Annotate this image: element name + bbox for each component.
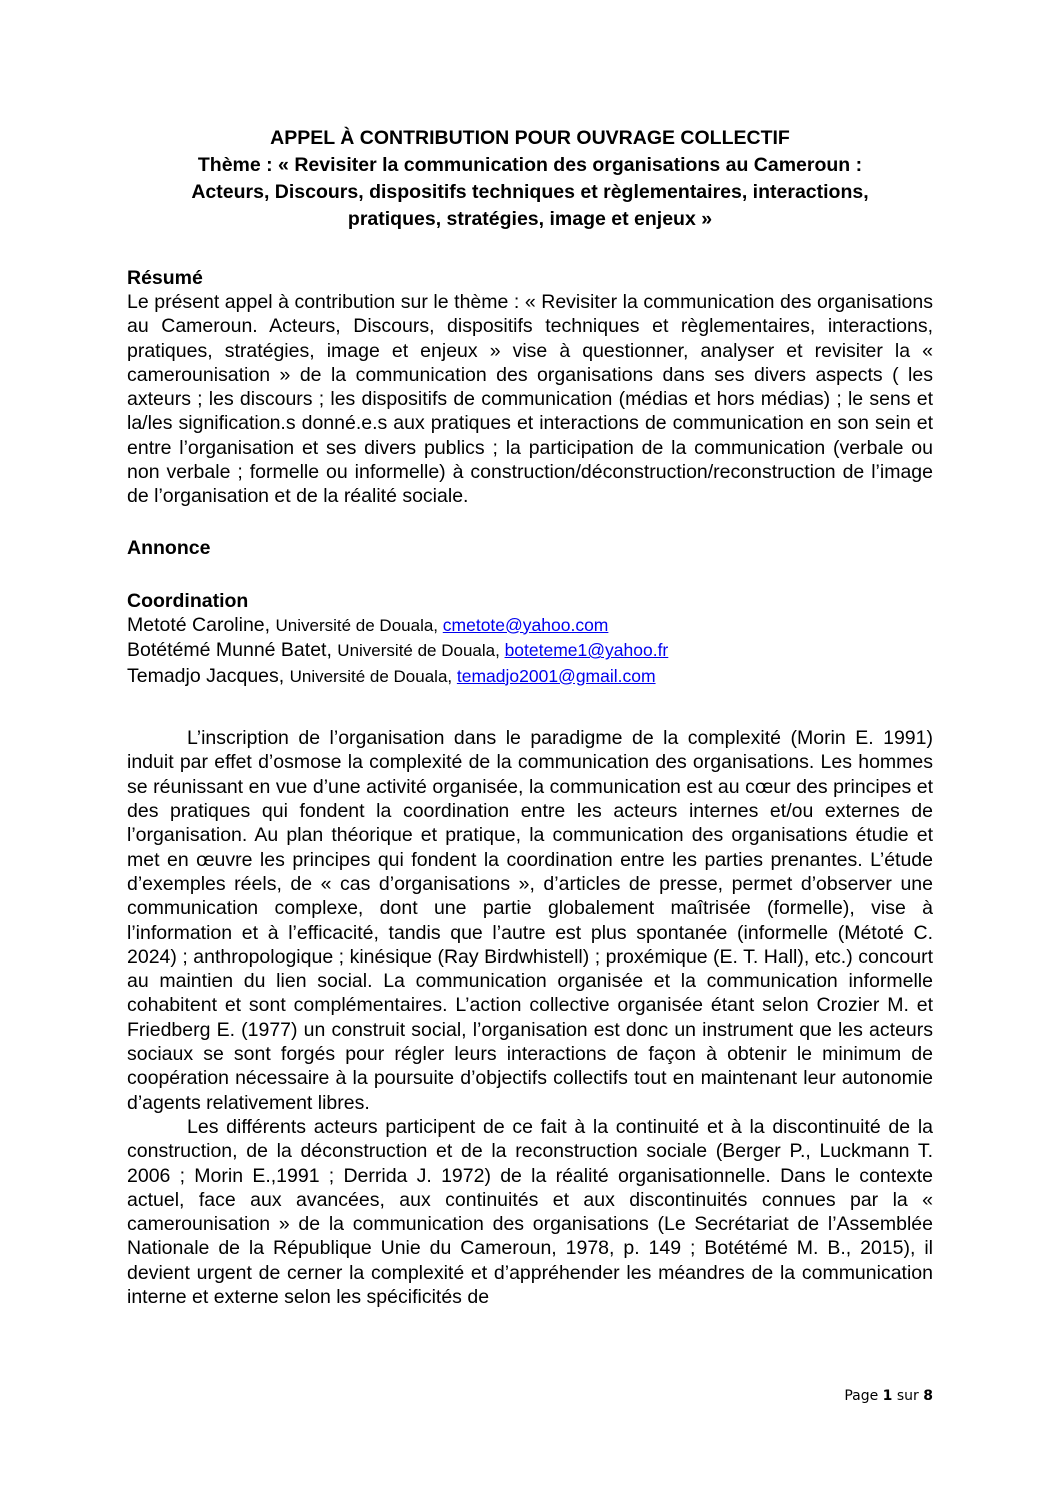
title-line-1: APPEL À CONTRIBUTION POUR OUVRAGE COLLECTIF bbox=[270, 127, 790, 149]
coordination-heading: Coordination bbox=[127, 589, 249, 612]
body-paragraph-1: L’inscription de l’organisation dans le paradigme de la complexité (Morin E. 1991) induit par effet d’osmose la complexité de la communication des organisations. Les hommes se réunissant en vue d’une activité organisée, la communication est au cœur des principes et des pratiques qui fondent la coordination entre les acteurs internes et/ou externes de l’organisation. Au plan théorique et pratique, la communication des organisations étudie et met en œuvre les principes qui fondent la coordination entre les parties prenantes. L’étude d’exemples réels, de « cas d’organisations », d’articles de presse, permet d’observer une communication complexe, dont une partie globalement maîtrisée (formelle), vise à l’information et à l’efficacité, tandis que l’autre est plus spontanée (informelle (Métoté C. 2024) ; anthropologique ; kinésique (Ray Birdwhistell) ; proxémique (E. T. Hall), etc.) concourt au maintien du lien social. La communication organisée et la communication informelle cohabitent et sont complémentaires. L’action collective organisée étant selon Crozier M. et Friedberg E. (1977) un construit social, l’organisation est donc un instrument que les acteurs sociaux se sont forgés pour régler leurs interactions de façon à obtenir le minimum de coopération nécessaire à la poursuite d’objectifs collectifs tout en maintenant leur autonomie d’agents relativement libres. bbox=[127, 727, 933, 1114]
coordinator-email-link[interactable]: temadjo2001@gmail.com bbox=[456, 665, 656, 686]
resume-text: Le présent appel à contribution sur le thème : « Revisiter la communication des organisations au Cameroun. Acteurs, Discours, dispositifs techniques et règlementaires, interactions, pratiques, stratégies, image et enjeux » vise à questionner, analyser et revisiter la « camerounisation » de la communication des organisations dans ses divers aspects ( les axteurs ; les discours ; les dispositifs de communication (médias et hors médias) ; le sens et la/les signification.s donné.e.s aux pratiques et interactions de communication en son sein et entre l’organisation et ses divers publics ; la participation de la communication (verbale ou non verbale ; formelle ou informelle) à construction/déconstruction/reconstruction de l’image de l’organisation et de la réalité sociale. bbox=[127, 291, 933, 508]
title-line-2: Thème : « Revisiter la communication des organisations au Cameroun : bbox=[197, 154, 863, 176]
coordinator-name: Temadjo Jacques, bbox=[127, 664, 290, 687]
coordinator-list bbox=[127, 613, 933, 690]
footer-prefix: Page bbox=[844, 1388, 883, 1404]
resume-heading: Résumé bbox=[127, 267, 203, 289]
coordinator-entry bbox=[127, 664, 933, 690]
coordinator-email-link[interactable]: boteteme1@yahoo.fr bbox=[504, 640, 669, 661]
footer-current-page: 1 bbox=[882, 1388, 893, 1404]
page-number-footer bbox=[844, 1388, 933, 1404]
coordinator-affiliation: Université de Douala, bbox=[337, 641, 505, 661]
coordinator-affiliation: Université de Douala, bbox=[275, 615, 443, 635]
footer-middle: sur bbox=[892, 1388, 924, 1404]
page-content bbox=[127, 125, 933, 1309]
coordinator-name: Metoté Caroline, bbox=[127, 613, 276, 636]
coordinator-entry bbox=[127, 638, 933, 664]
coordinator-email-link[interactable]: cmetote@yahoo.com bbox=[442, 614, 609, 635]
coordinator-affiliation: Université de Douala, bbox=[289, 666, 457, 686]
body-paragraph-2: Les différents acteurs participent de ce fait à la continuité et à la discontinuité de la construction, de la déconstruction et de la reconstruction sociale (Berger P., Luckmann T. 2006 ; Morin E.,1991 ; Derrida J. 1972) de la réalité organisationnelle. Dans le contexte actuel, face aux avancées, aux continuités et aux discontinuités connues par la « camerounisation » de la communication des organisations (Le Secrétariat de l’Assemblée Nationale de la République Unie du Cameroun, 1978, p. 149 ; Botétémé M. B., 2015), il devient urgent de cerner la complexité et d’appréhender les méandres de la communication interne et externe selon les spécificités de bbox=[127, 1115, 933, 1308]
coordinator-entry bbox=[127, 613, 933, 639]
document-title bbox=[127, 125, 933, 233]
coordinator-name: Botétémé Munné Batet, bbox=[127, 639, 338, 662]
footer-total-pages: 8 bbox=[923, 1388, 933, 1404]
annonce-heading: Annonce bbox=[127, 536, 211, 559]
title-line-4: pratiques, stratégies, image et enjeux » bbox=[347, 208, 713, 230]
title-line-3: Acteurs, Discours, dispositifs techniques et règlementaires, interactions, bbox=[191, 181, 869, 203]
